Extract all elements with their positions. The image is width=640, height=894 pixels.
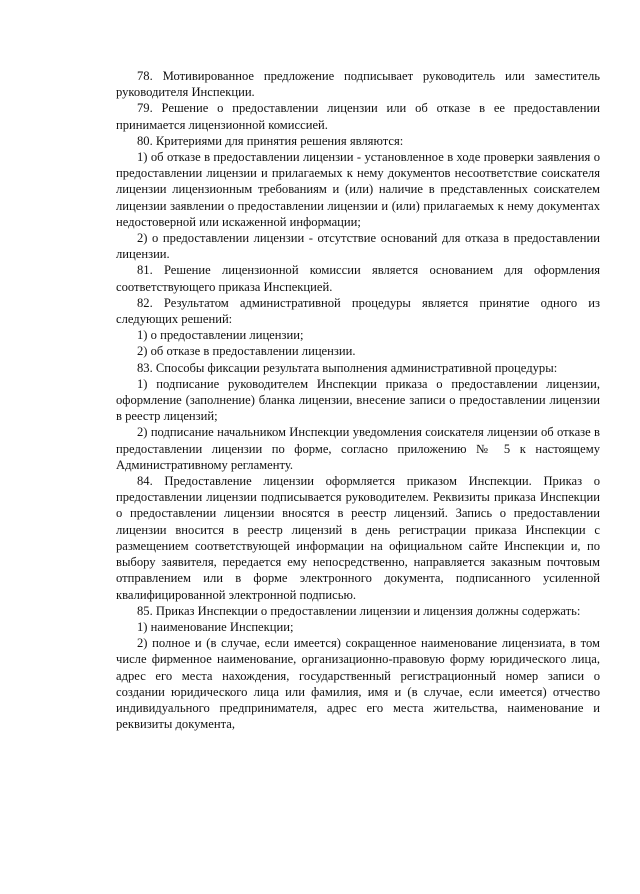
document-body	[116, 68, 600, 732]
paragraph-80-item-1: 1) об отказе в предоставлении лицензии - установленное в ходе проверки заявления о предоставлении лицензии и прилагаемых к нему документов несоответствие соискателя лицензии лицензионным требованиям и (или) наличие в представленных соискателем лицензии заявлении о предоставлении лицензии и (или) прилагаемых к нему документах недостоверной или искаженной информации;	[116, 150, 600, 229]
paragraph-82: 82. Результатом административной процедуры является принятие одного из следующих решений:	[116, 295, 600, 327]
paragraph-83-item-1: 1) подписание руководителем Инспекции приказа о предоставлении лицензии, оформление (заполнение) бланка лицензии, внесение записи о предоставлении лицензии в реестр лицензий;	[116, 376, 600, 424]
paragraph-80: 80. Критериями для принятия решения являются:	[137, 133, 404, 148]
paragraph-82-item-2: 2) об отказе в предоставлении лицензии.	[137, 344, 356, 359]
paragraph-83-item-2: 2) подписание начальником Инспекции уведомления соискателя лицензии об отказе в предоставлении лицензии по форме, согласно приложению № 5 к настоящему Административному регламенту.	[116, 425, 600, 472]
paragraph-85: 85. Приказ Инспекции о предоставлении лицензии и лицензия должны содержать:	[137, 603, 581, 618]
paragraph-83: 83. Способы фиксации результата выполнения административной процедуры:	[137, 360, 558, 375]
paragraph-82-item-1: 1) о предоставлении лицензии;	[137, 328, 304, 343]
paragraph-80-item-2: 2) о предоставлении лицензии - отсутствие оснований для отказа в предоставлении лицензии.	[116, 231, 600, 262]
paragraph-81: 81. Решение лицензионной комиссии является основанием для оформления соответствующего приказа Инспекцией.	[116, 263, 600, 294]
paragraph-78: 78. Мотивированное предложение подписывает руководитель или заместитель руководителя Инспекции.	[116, 69, 600, 100]
paragraph-79: 79. Решение о предоставлении лицензии или об отказе в ее предоставлении принимается лицензионной комиссией.	[116, 101, 600, 132]
paragraph-85-item-1: 1) наименование Инспекции;	[137, 619, 294, 634]
paragraph-85-item-2: 2) полное и (в случае, если имеется) сокращенное наименование лицензиата, в том числе фирменное наименование, организационно-правовую форму юридического лица, адрес его места нахождения, государственный регистрационный номер записи о создании юридического лица или фамилия, имя и (в случае, если имеется) отчество индивидуального предпринимателя, адрес его места жительства, наименование и реквизиты документа,	[116, 636, 600, 732]
paragraph-84: 84. Предоставление лицензии оформляется приказом Инспекции. Приказ о предоставлении лицензии подписывается руководителем. Реквизиты приказа Инспекции о предоставлении лицензии вносятся в реестр лицензий. Запись о предоставлении лицензии вносится в реестр лицензий в день регистрации приказа Инспекции с размещением соответствующей информации на официальном сайте Инспекции и, по выбору заявителя, передается ему непосредственно, направляется заказным почтовым отправлением или в форме электронного документа, подписанного усиленной квалифицированной электронной подписью.	[116, 474, 600, 602]
